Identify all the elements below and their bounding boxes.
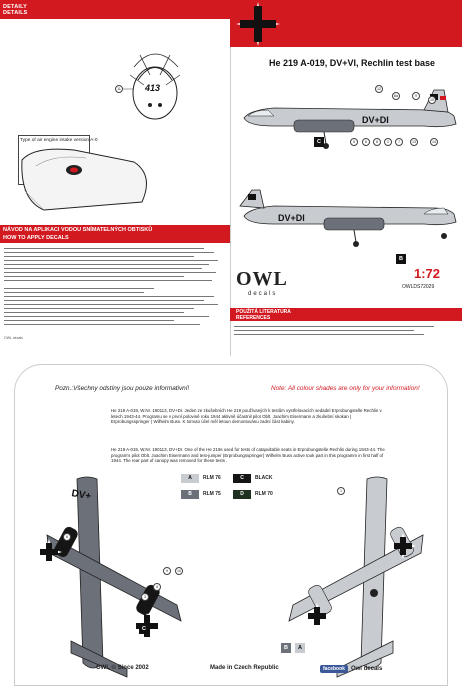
facebook-icon[interactable]: facebook — [320, 665, 348, 673]
callout-1-bottom: 1 — [337, 487, 345, 495]
svg-text:413: 413 — [145, 83, 161, 93]
painting-guide-frame — [14, 364, 448, 686]
description-cz: He 219 A-019, W.Nr. 190113, DV+DI. Jeden ze zkušebních He 219 používaných k testům vystřelovacích sedadel Erprobungstelle Rechlin v letech 1943-44. Programu se v první polovině roku 1944 aktivně účastnil pilot Oblt. Joachim Eisermann a zkušební skokan ( Erprobungsspringer ) Wilhelm Buss. K tomuto účel měl letoun demontovánu zadní část kabiny. — [111, 408, 382, 424]
callout-10: 10 — [430, 98, 434, 102]
facebook-label[interactable]: Owl decals — [350, 666, 383, 672]
swatch-b-name: RLM 75 — [203, 491, 221, 497]
owl-decals-label: decals — [248, 291, 278, 297]
callout-4-bottom: 4 — [153, 583, 161, 591]
swatch-d-name: RLM 70 — [255, 491, 273, 497]
callout-2: 2 — [384, 138, 392, 146]
tag-b-side: B — [396, 254, 406, 264]
svg-text:DV+: DV+ — [70, 488, 92, 503]
svg-text:DV+DI: DV+DI — [278, 213, 305, 223]
svg-text:DV+DI: DV+DI — [362, 115, 389, 125]
references-title-en: REFERENCES — [236, 315, 271, 321]
tag-c-side: C — [314, 137, 324, 147]
references-title-cz: POUŽITÁ LITERATURA — [236, 309, 291, 315]
callout-14: 14 — [432, 140, 436, 144]
description-en: He 219 A-019, W.Nr. 190113, DV+DI. One of the He 219s used for tests of catapultable seats in Erprobungstelle Rechlin during 1943-44. The program's pilot Oblt. Joachim Eisermann and test-jumper (Erprobungsspringer) Wilhelm Buss active took part in this programm in first half of 1944. The rear part of canopy was removed for these tests . — [111, 447, 385, 463]
swatch-row-1 — [181, 473, 285, 483]
callout-5: 5 — [350, 138, 358, 146]
tag-c-topview: C — [139, 624, 149, 634]
swatch-b: B — [181, 490, 199, 499]
details-title-en: DETAILS — [3, 10, 28, 16]
left-panel — [0, 0, 230, 356]
engine-intake-note: Type of air engine intake version A-0 — [20, 138, 98, 143]
callout-3-bottom: 3 — [141, 593, 149, 601]
right-panel — [230, 0, 462, 356]
product-code: OWLDS72029 — [402, 284, 435, 290]
details-title — [3, 4, 28, 16]
plane-title: He 219 A-019, DV+VI, Rechlin test base — [269, 58, 435, 68]
footer-copyright: OWL © Since 2002 — [96, 665, 149, 671]
engine-intake-drawing — [14, 140, 164, 215]
callout-9: 9 — [412, 92, 420, 100]
colour-note-en: Note: All colour shades are only for your information! — [271, 385, 420, 392]
decal-sheet-bottom — [0, 356, 462, 690]
scale-label: 1:72 — [414, 266, 441, 281]
swatch-a-name: RLM 76 — [203, 475, 221, 481]
callout-11: 11 — [115, 85, 123, 93]
callout-8a: 8a — [394, 94, 398, 98]
apply-title-cz: NÁVOD NA APLIKACI VODOU SNÍMATELNÝCH OBTISKŮ — [3, 227, 153, 233]
footer-made-in: Made in Czech Republic — [210, 665, 279, 671]
side-view-lower — [234, 180, 460, 250]
colour-note-cz: Pozn.:Všechny odstíny jsou pouze informativní! — [55, 385, 190, 392]
tag-a-underside: A — [295, 643, 305, 653]
apply-title-en: HOW TO APPLY DECALS — [3, 235, 69, 241]
footer-facebook[interactable] — [320, 665, 382, 673]
swatch-c: C — [233, 474, 251, 483]
swatch-c-name: BLACK — [255, 475, 273, 481]
left-small-print: OWL decals — [4, 336, 23, 340]
details-title-cz: DETAILY — [3, 4, 28, 10]
nose-code-digits — [135, 80, 175, 96]
references-title — [236, 309, 291, 321]
callout-6: 6 — [362, 138, 370, 146]
callout-7: 7 — [395, 138, 403, 146]
details-band — [0, 0, 230, 19]
footer — [0, 662, 462, 676]
swatch-a: A — [181, 474, 199, 483]
callout-9-bottom: 9 — [163, 567, 171, 575]
tag-b-underside: B — [281, 643, 291, 653]
callout-6-bottom: 6 — [63, 533, 71, 541]
balkenkreuz-icon — [236, 2, 280, 46]
owl-logo: OWL — [236, 268, 288, 290]
callout-13: 13 — [412, 140, 416, 144]
callout-8: 8 — [373, 138, 381, 146]
callout-12: 12 — [377, 87, 381, 91]
swatch-row-2 — [181, 489, 285, 499]
top-view-upper-surface — [37, 473, 187, 683]
callout-10-bottom: 10 — [177, 569, 181, 573]
side-view-upper — [234, 80, 460, 150]
swatch-d: D — [233, 490, 251, 499]
